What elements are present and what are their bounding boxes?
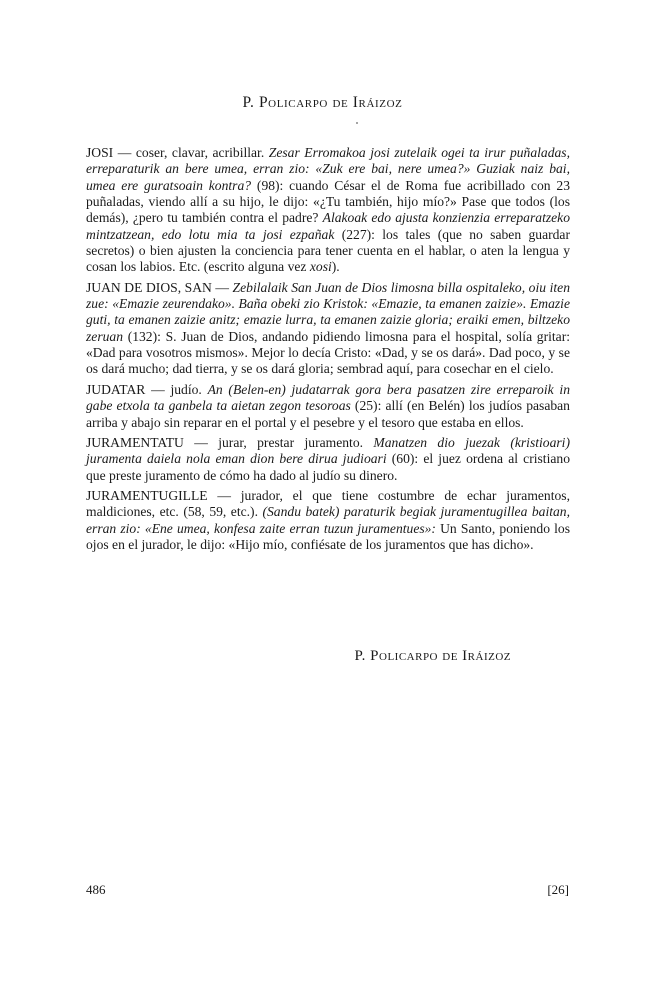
entry-definition-text: — judío. <box>145 381 208 397</box>
page-number: 486 <box>86 882 106 897</box>
dictionary-entry <box>86 145 570 276</box>
dictionary-entries <box>86 145 570 557</box>
entry-headword: JOSI <box>86 145 114 160</box>
entry-basque-quote: Manatzen dio juezak (kristioari) juramenta daiela nola eman dion bere dirua judioari <box>86 434 570 467</box>
entry-headword: JUAN DE DIOS, SAN <box>86 279 212 295</box>
entry-basque-quote: xosi <box>309 259 332 275</box>
entry-basque-quote: Alakoak edo ajusta konzienzia erreparatzeko mintzatzean, edo lotu mia ta josi ezpañak <box>86 210 570 242</box>
entry-basque-quote: Zebilalaik San Juan de Dios limosna billa ospitaleko, oiu iten zue: «Emazie zeurendako». Baña obeki zio Kristok: «Emazie, ta emanen zaizie». Emazie guti, ta emanen zaizie anitz; emazie lurra, ta emanen zaizie gloria; eraiki emen, biltzeko zeruan <box>86 279 570 344</box>
bracket-page-number: [26] <box>547 882 569 897</box>
dictionary-entry <box>86 435 570 484</box>
running-head <box>0 94 645 112</box>
running-head-prefix: P. <box>242 94 259 111</box>
entry-definition-text: (98): cuando César el de Roma fue acribillado con 23 puñaladas, viendo allí a su hijo, le dijo: «¿Tu también, hijo mío?» Pase que todos (los demás), ¿pero tu también contra el padre? <box>86 177 570 226</box>
entry-headword: JURAMENTUGILLE <box>86 487 208 503</box>
entry-definition-text: (25): allí (en Belén) los judíos pasaban arriba y abajo sin reparar en el portal y el pesebre y el tesoro que estaba en ellos. <box>86 398 570 430</box>
entry-basque-quote: Zesar Erromakoa josi zutelaik ogei ta irur puñaladas, erreparaturik an bere umea, erran zio: «Zuk ere bai, nere umea?» Guziak naiz bai, umea ere guratsoain kontra? <box>86 145 570 193</box>
entry-definition-text: — jurador, el que tiene costumbre de echar juramentos, maldiciones, etc. (58, 59, etc.). <box>86 487 570 520</box>
entry-definition-text: (60): el juez ordena al cristiano que preste juramento de cómo ha dado al judío su dinero. <box>86 451 570 483</box>
entry-basque-quote: An (Belen-en) judatarrak gora bera pasatzen zire erreparoik in gabe etxola ta ganbela ta aietan zegon tesoroas <box>86 381 570 414</box>
entry-definition-text: Un Santo, poniendo los ojos en el jurador, le dijo: «Hijo mío, confiésate de los juramentos que has dicho». <box>86 520 570 552</box>
entry-definition-text: (227): los tales (que no saben guardar secretos) o bien ajusten la conciencia para tener cuenta en el hablar, o aten la lengua y cosan los labios. Etc. (escrito alguna vez <box>86 226 570 275</box>
running-head-author: Policarpo de Iráizoz <box>258 94 403 111</box>
dictionary-entry <box>86 488 570 553</box>
signature <box>354 648 511 665</box>
dictionary-entry <box>86 382 570 431</box>
signature-prefix: P. <box>354 648 371 664</box>
entry-definition-text: — coser, clavar, acribillar. <box>113 145 269 160</box>
entry-headword: JURAMENTATU <box>86 434 184 450</box>
entry-definition-text: — jurar, prestar juramento. <box>183 434 374 450</box>
dictionary-entry <box>86 280 570 378</box>
ink-dot <box>356 122 358 124</box>
entry-basque-quote: (Sandu batek) paraturik begiak juramentugillea baitan, erran zio: «Ene umea, konfesa zaite erran tuzun juramentues»: <box>86 504 570 536</box>
signature-name: Policarpo de Iráizoz <box>370 648 511 664</box>
entry-headword: JUDATAR <box>86 381 146 397</box>
entry-definition-text: — <box>211 279 233 295</box>
entry-definition-text: (132): S. Juan de Dios, andando pidiendo limosna para el hospital, solía gritar: «Dad para vosotros mismos». Mejor lo decía Cristo: «Dad, y se os dará». Dad poco, y se os dará mucho; dad tierra, y se os dará gloria; sembrad aquí, para cosechar en el cielo. <box>86 328 570 377</box>
entry-definition-text: ). <box>331 259 340 275</box>
